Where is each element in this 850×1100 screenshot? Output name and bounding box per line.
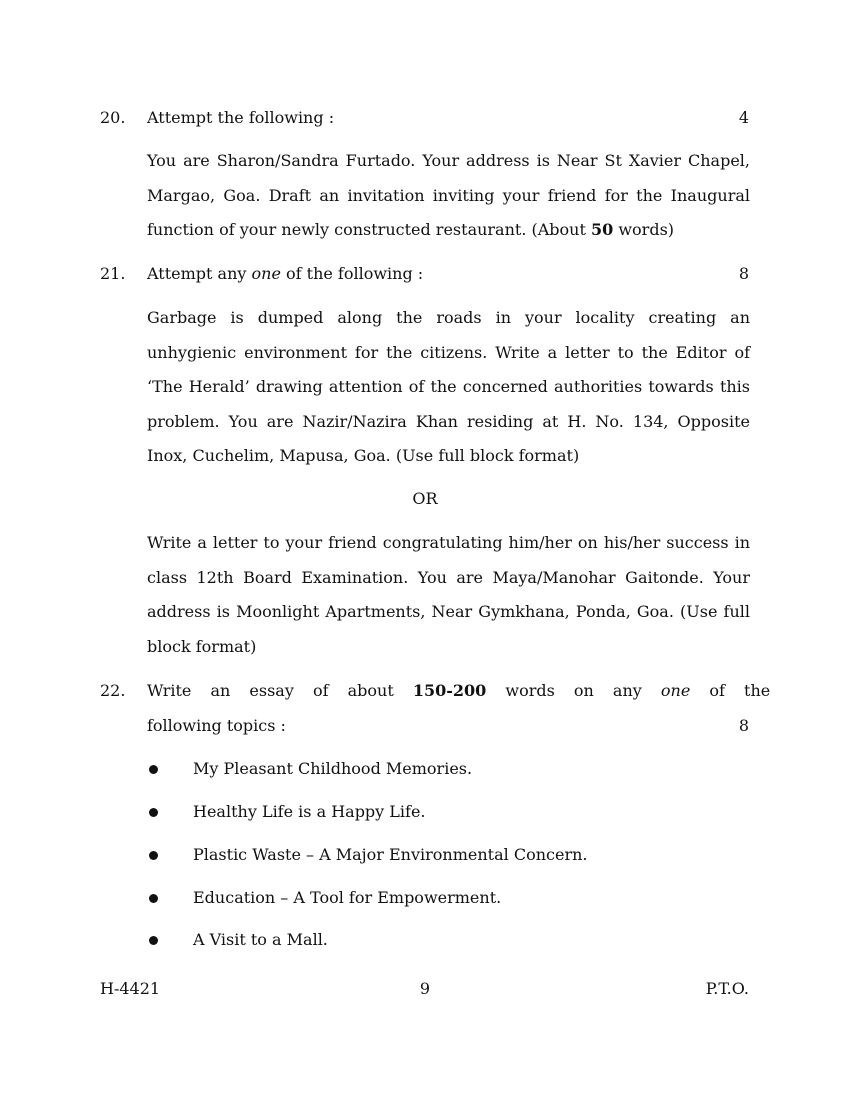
q21-option-2: Write a letter to your friend congratulating him/her on his/her success in class 12th Board Examination. You are Maya/Manohar Gaitonde. Your address is Moonlight Apartments, Near Gymkhana, Ponda, Goa. (Use full block format) bbox=[147, 533, 750, 656]
footer-page-number: 9 bbox=[419, 979, 431, 998]
bullet-icon bbox=[149, 808, 158, 817]
topic-item: A Visit to a Mall. bbox=[193, 930, 328, 949]
q21-title: Attempt any one of the following : bbox=[147, 264, 424, 283]
bullet-icon bbox=[149, 765, 158, 774]
topic-item: Plastic Waste – A Major Environmental Concern. bbox=[193, 845, 588, 864]
q21-number: 21. bbox=[100, 264, 126, 283]
bullet-icon bbox=[149, 851, 158, 860]
q22-title-line-1: Write an essay of about 150-200 words on any one of the bbox=[147, 681, 771, 700]
q22-marks: 8 bbox=[738, 716, 749, 735]
bullet-icon bbox=[149, 894, 158, 903]
q20-title: Attempt the following : bbox=[147, 108, 335, 127]
q21-marks: 8 bbox=[738, 264, 749, 283]
q21-or-separator: OR bbox=[412, 489, 438, 508]
footer-pto: P.T.O. bbox=[705, 979, 749, 998]
q20-marks: 4 bbox=[738, 108, 749, 127]
q20-text: You are Sharon/Sandra Furtado. Your address is Near St Xavier Chapel, Margao, Goa. Draft an invitation inviting your friend for the Inaugural function of your newly constructed restaurant. (About 50 words) bbox=[147, 151, 750, 239]
footer-paper-code: H-4421 bbox=[100, 979, 161, 998]
q20-number: 20. bbox=[100, 108, 126, 127]
q22-number: 22. bbox=[100, 681, 126, 700]
q21-option-1: Garbage is dumped along the roads in your locality creating an unhygienic environment for the citizens. Write a letter to the Editor of ‘The Herald’ drawing attention of the concerned authorities towards this problem. You are Nazir/Nazira Khan residing at H. No. 134, Opposite Inox, Cuchelim, Mapusa, Goa. (Use full block format) bbox=[147, 308, 750, 465]
q22-title-line-2: following topics : bbox=[147, 716, 286, 735]
topic-item: Healthy Life is a Happy Life. bbox=[193, 802, 426, 821]
bullet-icon bbox=[149, 936, 158, 945]
topic-item: My Pleasant Childhood Memories. bbox=[193, 759, 473, 778]
topic-item: Education – A Tool for Empowerment. bbox=[193, 888, 502, 907]
